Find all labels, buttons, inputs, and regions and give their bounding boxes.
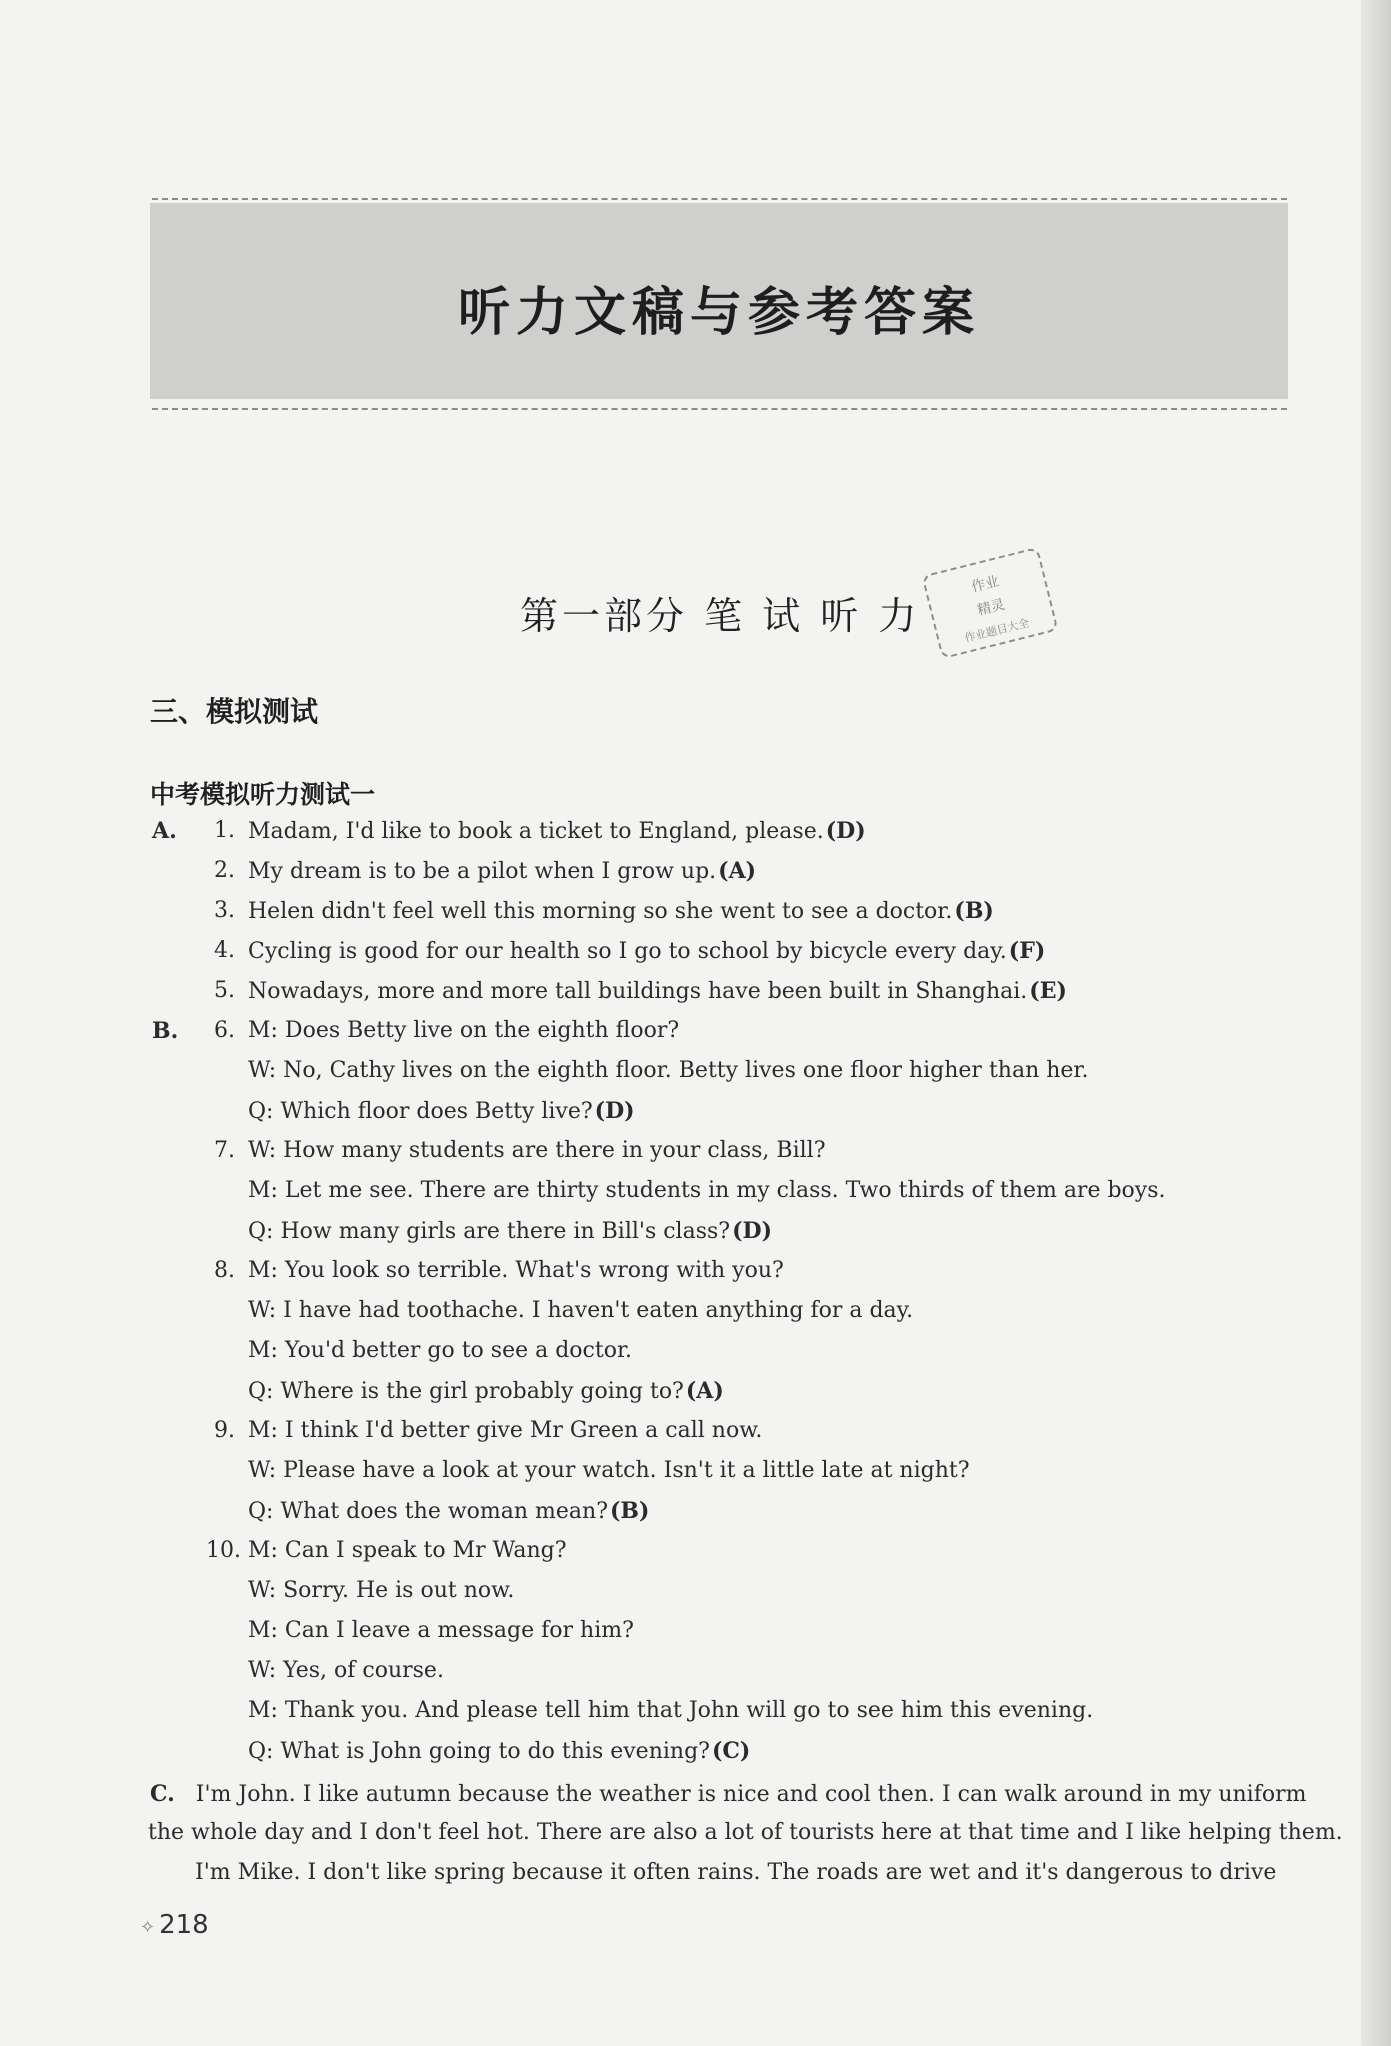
transcript-sentence: M: You'd better go to see a doctor.	[248, 1338, 633, 1363]
page-title: 听力文稿与参考答案	[457, 282, 980, 343]
transcript-sentence: Helen didn't feel well this morning so she went to see a doctor.	[248, 899, 953, 924]
transcript-text	[248, 1177, 1166, 1205]
transcript-text	[248, 1257, 784, 1285]
transcript-sentence: W: How many students are there in your class, Bill?	[248, 1138, 826, 1163]
transcript-sentence: Q: What is John going to do this evening?	[248, 1739, 710, 1764]
page-edge	[1361, 0, 1391, 2046]
transcript-sentence: M: Can I speak to Mr Wang?	[248, 1538, 567, 1563]
transcript-text	[248, 1217, 772, 1246]
answer-key: (F)	[1008, 938, 1046, 964]
answer-key: (C)	[711, 1738, 751, 1764]
transcript-text	[248, 1497, 649, 1526]
transcript-sentence: M: Does Betty live on the eighth floor?	[248, 1018, 680, 1043]
transcript-sentence: M: Let me see. There are thirty students in my class. Two thirds of them are boys.	[248, 1178, 1166, 1203]
answer-key: (A)	[685, 1378, 724, 1404]
transcript-text	[248, 937, 1045, 966]
section-heading: 三、模拟测试	[150, 695, 319, 728]
transcript-sentence: M: I think I'd better give Mr Green a call now.	[248, 1418, 763, 1443]
transcript-sentence: M: Can I leave a message for him?	[248, 1618, 634, 1643]
transcript-sentence: M: Thank you. And please tell him that John will go to see him this evening.	[248, 1698, 1094, 1723]
transcript-text	[248, 1577, 514, 1605]
item-number: 4.	[214, 938, 235, 963]
stamp-text-1: 作业	[969, 573, 1001, 596]
transcript-sentence: My dream is to be a pilot when I grow up.	[248, 859, 717, 884]
item-group-label: A.	[152, 818, 177, 844]
answer-key: (E)	[1029, 978, 1067, 1004]
paragraph-c-line-3: I'm Mike. I don't like spring because it often rains. The roads are wet and it's dangerous to drive	[195, 1860, 1277, 1885]
paragraph-c-line-2: the whole day and I don't feel hot. There are also a lot of tourists here at that time and I like helping them.	[148, 1820, 1343, 1845]
transcript-sentence: W: Yes, of course.	[248, 1658, 444, 1683]
page-number-text: 218	[159, 1910, 209, 1940]
transcript-sentence: Madam, I'd like to book a ticket to England, please.	[248, 819, 824, 844]
transcript-text	[248, 1097, 635, 1126]
transcript-text	[248, 1377, 724, 1406]
answer-key: (B)	[954, 898, 994, 924]
answer-key: (D)	[594, 1098, 635, 1124]
transcript-text	[248, 1457, 970, 1485]
transcript-sentence: W: I have had toothache. I haven't eaten anything for a day.	[248, 1298, 914, 1323]
paragraph-c-line-1	[150, 1780, 1307, 1809]
transcript-text	[248, 857, 756, 886]
transcript-text	[248, 897, 994, 926]
transcript-text	[248, 1657, 444, 1685]
transcript-text	[248, 1537, 567, 1565]
item-number: 9.	[214, 1418, 235, 1443]
item-number: 3.	[214, 898, 235, 923]
paragraph-c-label: C.	[150, 1781, 175, 1807]
test-heading: 中考模拟听力测试一	[150, 780, 376, 809]
item-number: 6.	[214, 1018, 235, 1043]
answer-key: (D)	[732, 1218, 772, 1244]
transcript-sentence: W: No, Cathy lives on the eighth floor. Betty lives one floor higher than her.	[248, 1058, 1089, 1083]
transcript-sentence: Q: Where is the girl probably going to?	[248, 1379, 684, 1404]
paragraph-c-text-1: I'm John. I like autumn because the weather is nice and cool then. I can walk around in my uniform	[195, 1782, 1307, 1807]
item-number: 1.	[214, 818, 235, 843]
answer-key: (A)	[718, 858, 757, 884]
transcript-sentence: W: Please have a look at your watch. Isn't it a little late at night?	[248, 1458, 970, 1483]
transcript-text	[248, 977, 1067, 1006]
item-group-label: B.	[152, 1018, 179, 1044]
transcript-text	[248, 1017, 679, 1045]
transcript-sentence: M: You look so terrible. What's wrong with you?	[248, 1258, 784, 1283]
transcript-sentence: Q: Which floor does Betty live?	[248, 1099, 593, 1124]
watermark-stamp	[921, 547, 1058, 659]
answer-key: (B)	[610, 1498, 650, 1524]
item-number: 7.	[214, 1138, 235, 1163]
transcript-text	[248, 1137, 826, 1165]
item-number: 2.	[214, 858, 235, 883]
transcript-text	[248, 1737, 750, 1766]
stamp-text-2: 精灵	[975, 596, 1007, 620]
transcript-sentence: Nowadays, more and more tall buildings have been built in Shanghai.	[248, 979, 1028, 1004]
page-number	[140, 1910, 209, 1940]
transcript-sentence: Cycling is good for our health so I go to school by bicycle every day.	[248, 939, 1007, 964]
transcript-text	[248, 1617, 634, 1645]
top-dashed-rule	[152, 198, 1287, 200]
transcript-text	[248, 1297, 913, 1325]
item-number: 8.	[214, 1258, 235, 1283]
transcript-sentence: Q: How many girls are there in Bill's class?	[248, 1219, 731, 1244]
page-ornament-icon: ✧	[140, 1917, 156, 1938]
transcript-text	[248, 1417, 762, 1445]
bottom-dashed-rule	[152, 408, 1287, 410]
transcript-text	[248, 817, 866, 846]
stamp-text-3: 作业题目大全	[963, 616, 1031, 645]
transcript-text	[248, 1057, 1089, 1085]
item-number: 10.	[206, 1538, 241, 1563]
transcript-sentence: W: Sorry. He is out now.	[248, 1578, 515, 1603]
transcript-text	[248, 1697, 1093, 1725]
transcript-sentence: Q: What does the woman mean?	[248, 1499, 609, 1524]
item-number: 5.	[214, 978, 235, 1003]
part-title: 第一部分 笔 试 听 力	[520, 594, 921, 638]
answer-key: (D)	[825, 818, 866, 844]
transcript-text	[248, 1337, 632, 1365]
